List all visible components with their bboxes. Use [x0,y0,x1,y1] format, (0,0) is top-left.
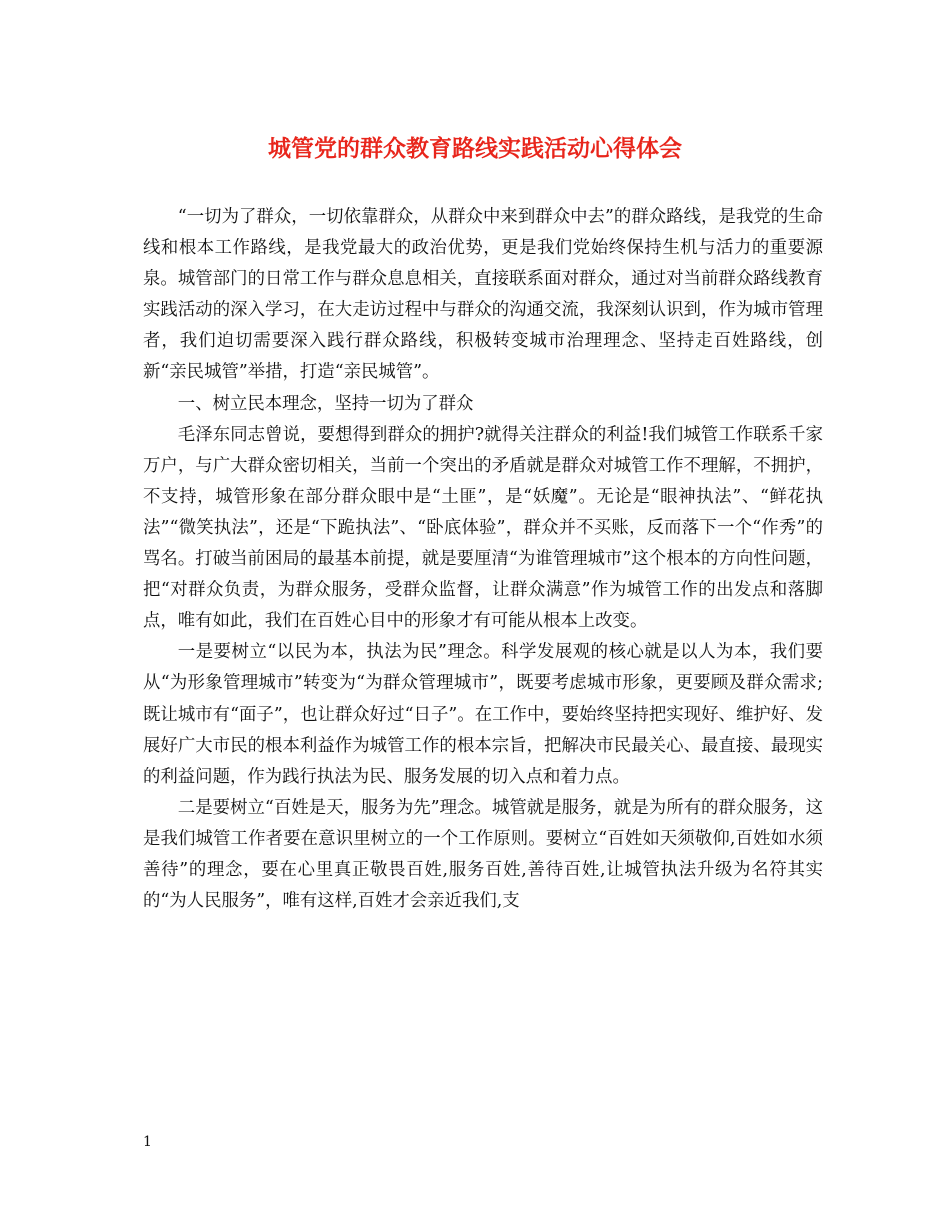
paragraph-point-two: 二是要树立“百姓是天，服务为先”理念。城管就是服务，就是为所有的群众服务，这是我们城管工作者要在意识里树立的一个工作原则。要树立“百姓如天须敬仰,百姓如水须善待”的理念，要在心里真正敬畏百姓,服务百姓,善待百姓,让城管执法升级为名符其实的“为人民服务”，唯有这样,百姓才会亲近我们,支 [143,797,823,912]
document-body [143,202,823,917]
paragraph-intro: “一切为了群众，一切依靠群众，从群众中来到群众中去”的群众路线，是我党的生命线和根本工作路线，是我党最大的政治优势，更是我们党始终保持生机与活力的重要源泉。城管部门的日常工作与群众息息相关，直接联系面对群众，通过对当前群众路线教育实践活动的深入学习，在大走访过程中与群众的沟通交流，我深刻认识到，作为城市管理者，我们迫切需要深入践行群众路线，积极转变城市治理理念、坚持走百姓路线，创新“亲民城管”举措，打造“亲民城管”。 [143,207,823,383]
section-heading-1: 一、树立民本理念，坚持一切为了群众 [177,393,474,414]
page-number: 1 [143,1134,152,1150]
document-title: 城管党的群众教育路线实践活动心得体会 [268,135,682,162]
paragraph-mao-quote: 毛泽东同志曾说，要想得到群众的拥护?就得关注群众的利益!我们城管工作联系千家万户，与广大群众密切相关，当前一个突出的矛盾就是群众对城管工作不理解，不拥护，不支持，城管形象在部分群众眼中是“土匪”，是“妖魔”。无论是“眼神执法”、“鲜花执法”“微笑执法”，还是“下跪执法”、“卧底体验”，群众并不买账，反而落下一个“作秀”的骂名。打破当前困局的最基本前提，就是要厘清“为谁管理城市”这个根本的方向性问题，把“对群众负责，为群众服务，受群众监督，让群众满意”作为城管工作的出发点和落脚点，唯有如此，我们在百姓心目中的形象才有可能从根本上改变。 [143,424,823,632]
paragraph-point-one: 一是要树立“以民为本，执法为民”理念。科学发展观的核心就是以人为本，我们要从“为形象管理城市”转变为“为群众管理城市”，既要考虑城市形象，更要顾及群众需求;既让城市有“面子”，也让群众好过“日子”。在工作中，要始终坚持把实现好、维护好、发展好广大市民的根本利益作为城管工作的根本宗旨，把解决市民最关心、最直接、最现实的利益问题，作为践行执法为民、服务发展的切入点和着力点。 [143,642,823,787]
